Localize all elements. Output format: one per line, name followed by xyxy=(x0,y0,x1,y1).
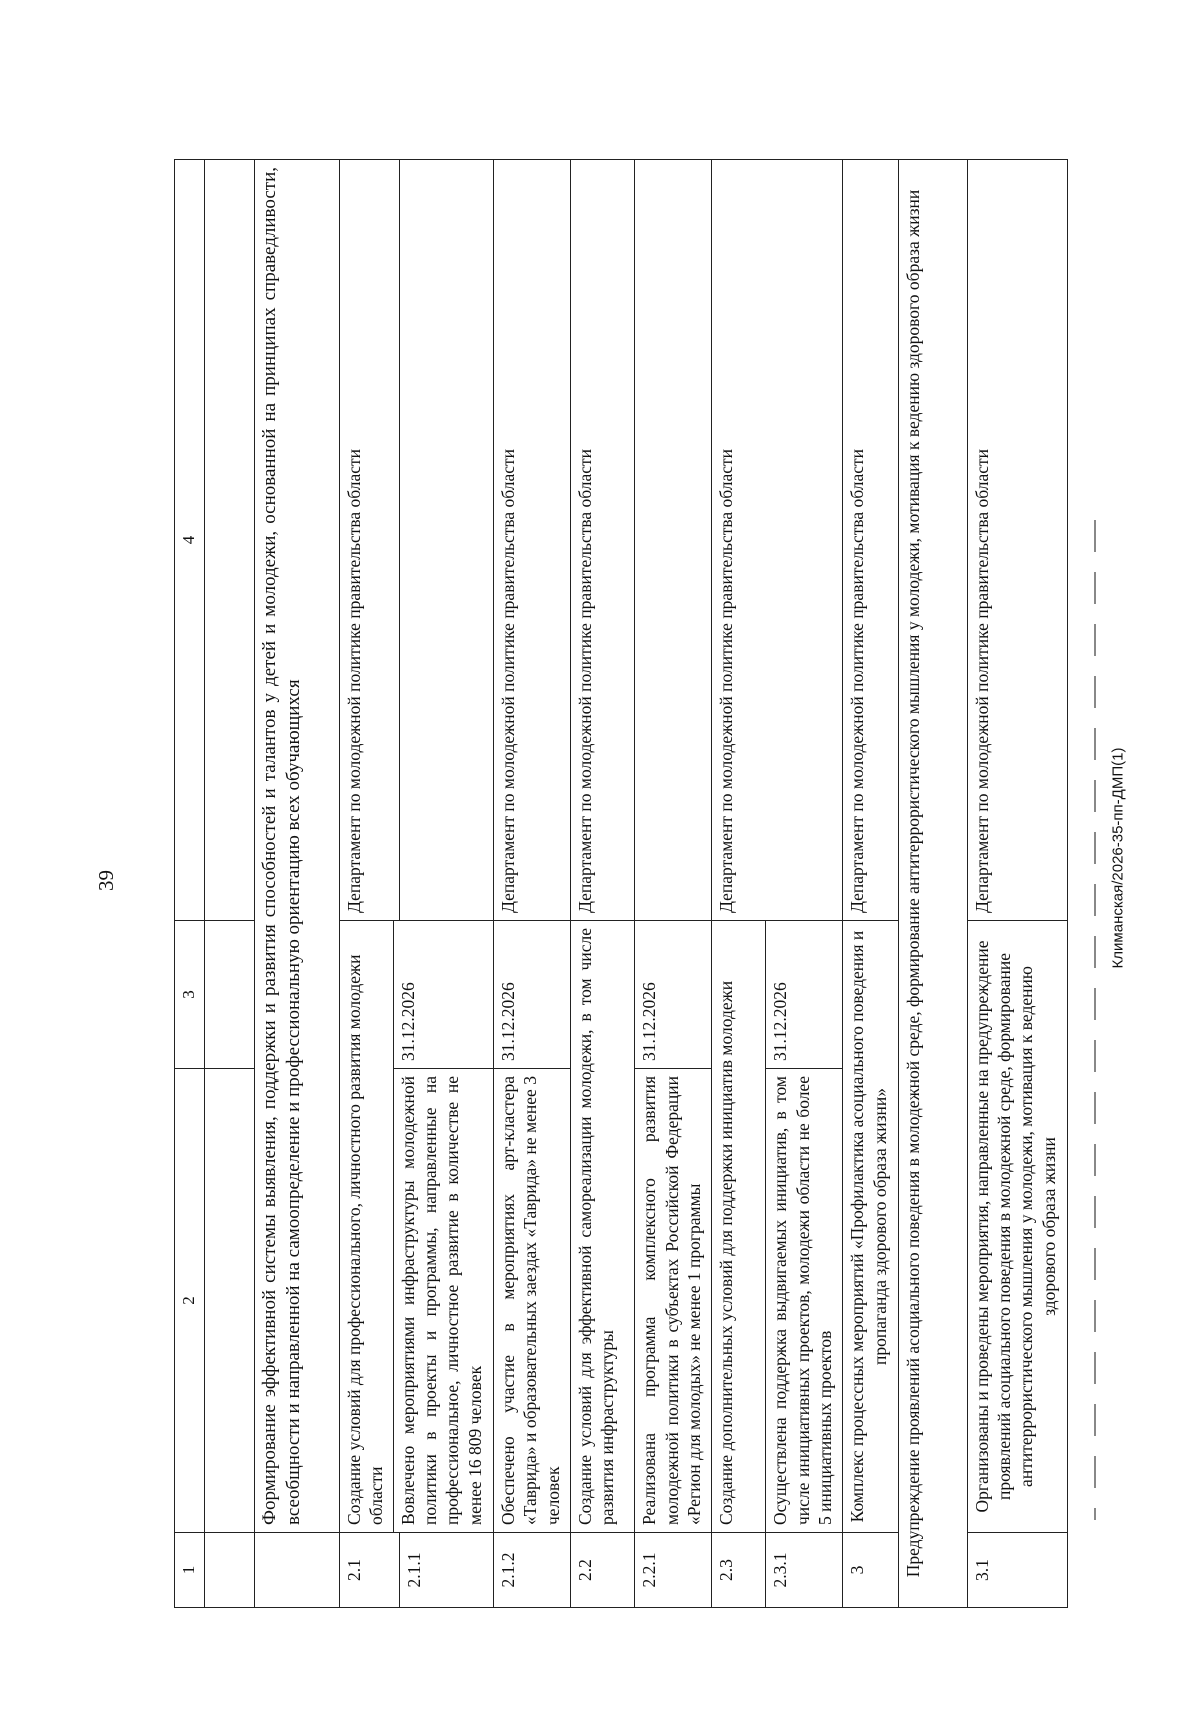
rotated-table-wrapper xyxy=(174,160,1068,1608)
row-text: Вовлечено мероприятиями инфраструктуры молодежной политики в проекты и программы, направленные на профессиональное, личностное развитие в количестве не менее 16 809 человек xyxy=(393,1069,493,1533)
section-3-subtitle-row xyxy=(899,160,968,1608)
row-date: 31.12.2026 xyxy=(493,921,570,1069)
spacer-cell xyxy=(204,1069,254,1533)
row-responsible: Департамент по молодежной политике правительства области xyxy=(339,160,399,921)
table-row xyxy=(712,160,766,1608)
row-number: 2.3.1 xyxy=(766,1533,843,1608)
row-number: 2.2.1 xyxy=(635,1533,712,1608)
row-date: 31.12.2026 xyxy=(635,921,712,1069)
row-number: 3 xyxy=(843,1533,899,1608)
footer-divider-line xyxy=(1094,520,1096,1520)
row-number: 2.1.2 xyxy=(493,1533,570,1608)
section-2-row xyxy=(254,160,339,1608)
row-responsible: Департамент по молодежной политике правительства области xyxy=(712,160,843,921)
table-row xyxy=(967,160,1067,1608)
row-number: 3.1 xyxy=(967,1533,1067,1608)
row-responsible: Департамент по молодежной политике правительства области xyxy=(967,160,1067,921)
row-text: Организованы и проведены мероприятия, направленные на предупреждение проявлений асоциального поведения в молодежной среде, формирование антитеррористического мышления у молодежи, мотивация к ведению здорового образа жизни xyxy=(967,921,1067,1533)
table-row xyxy=(339,160,393,1608)
row-number: 2.1 xyxy=(339,1533,399,1608)
table-row xyxy=(635,160,712,1608)
section-3-subtitle: Предупреждение проявлений асоциального поведения в молодежной среде, формирование антитеррористического мышления у молодежи, мотивация к ведению здорового образа жизни xyxy=(899,160,968,1608)
row-responsible: Департамент по молодежной политике правительства области xyxy=(493,160,570,921)
row-text: Обеспечено участие в мероприятиях арт-кластера «Таврида» и образовательных заездах «Таврида» не менее 3 человек xyxy=(493,1069,570,1533)
row-responsible: Департамент по молодежной политике правительства области xyxy=(843,160,899,921)
spacer-cell xyxy=(204,921,254,1069)
section-2-num-cell xyxy=(254,1533,339,1608)
row-number: 2.3 xyxy=(712,1533,766,1608)
table-row xyxy=(493,160,570,1608)
empty-cell xyxy=(635,160,712,921)
spacer-cell xyxy=(204,1533,254,1608)
row-date: 31.12.2026 xyxy=(393,921,493,1069)
header-row xyxy=(175,160,205,1608)
header-cell-1: 1 xyxy=(175,1533,205,1608)
page-number: 39 xyxy=(94,870,118,891)
header-cell-2: 2 xyxy=(175,1069,205,1533)
header-cell-3: 3 xyxy=(175,921,205,1069)
spacer-row xyxy=(204,160,254,1608)
footer-code-text: Климанская/2026-35-пп-ДМП(1) xyxy=(1109,747,1127,969)
row-text: Создание условий для профессионального, личностного развития молодежи области xyxy=(339,921,393,1533)
table-row xyxy=(570,160,634,1608)
row-text: Реализована программа комплексного развития молодежной политики в субъектах Российской Федерации «Регион для молодых» не менее 1 программы xyxy=(635,1069,712,1533)
section-2-title: Формирование эффективной системы выявления, поддержки и развития способностей и талантов у детей и молодежи, основанной на принципах справедливости, всеобщности и направленной на самоопределение и профессиональную ориентацию всех обучающихся xyxy=(254,160,339,1533)
row-number: 2.1.1 xyxy=(400,1533,494,1608)
row-date: 31.12.2026 xyxy=(766,921,843,1069)
row-responsible: Департамент по молодежной политике правительства области xyxy=(570,160,634,921)
plan-table xyxy=(174,159,1068,1608)
row-text: Комплекс процессных мероприятий «Профилактика асоциального поведения и пропаганда здорового образа жизни» xyxy=(843,921,899,1533)
row-number: 2.2 xyxy=(570,1533,634,1608)
row-text: Создание условий для эффективной самореализации молодежи, в том числе развития инфраструктуры xyxy=(570,921,634,1533)
header-cell-4: 4 xyxy=(175,160,205,921)
spacer-cell xyxy=(204,160,254,921)
empty-cell xyxy=(400,160,494,921)
table-row xyxy=(843,160,899,1608)
row-text: Осуществлена поддержка выдвигаемых инициатив, в том числе инициативных проектов, молодежи области не более 5 инициативных проектов xyxy=(766,1069,843,1533)
row-text: Создание дополнительных условий для поддержки инициатив молодежи xyxy=(712,921,766,1533)
